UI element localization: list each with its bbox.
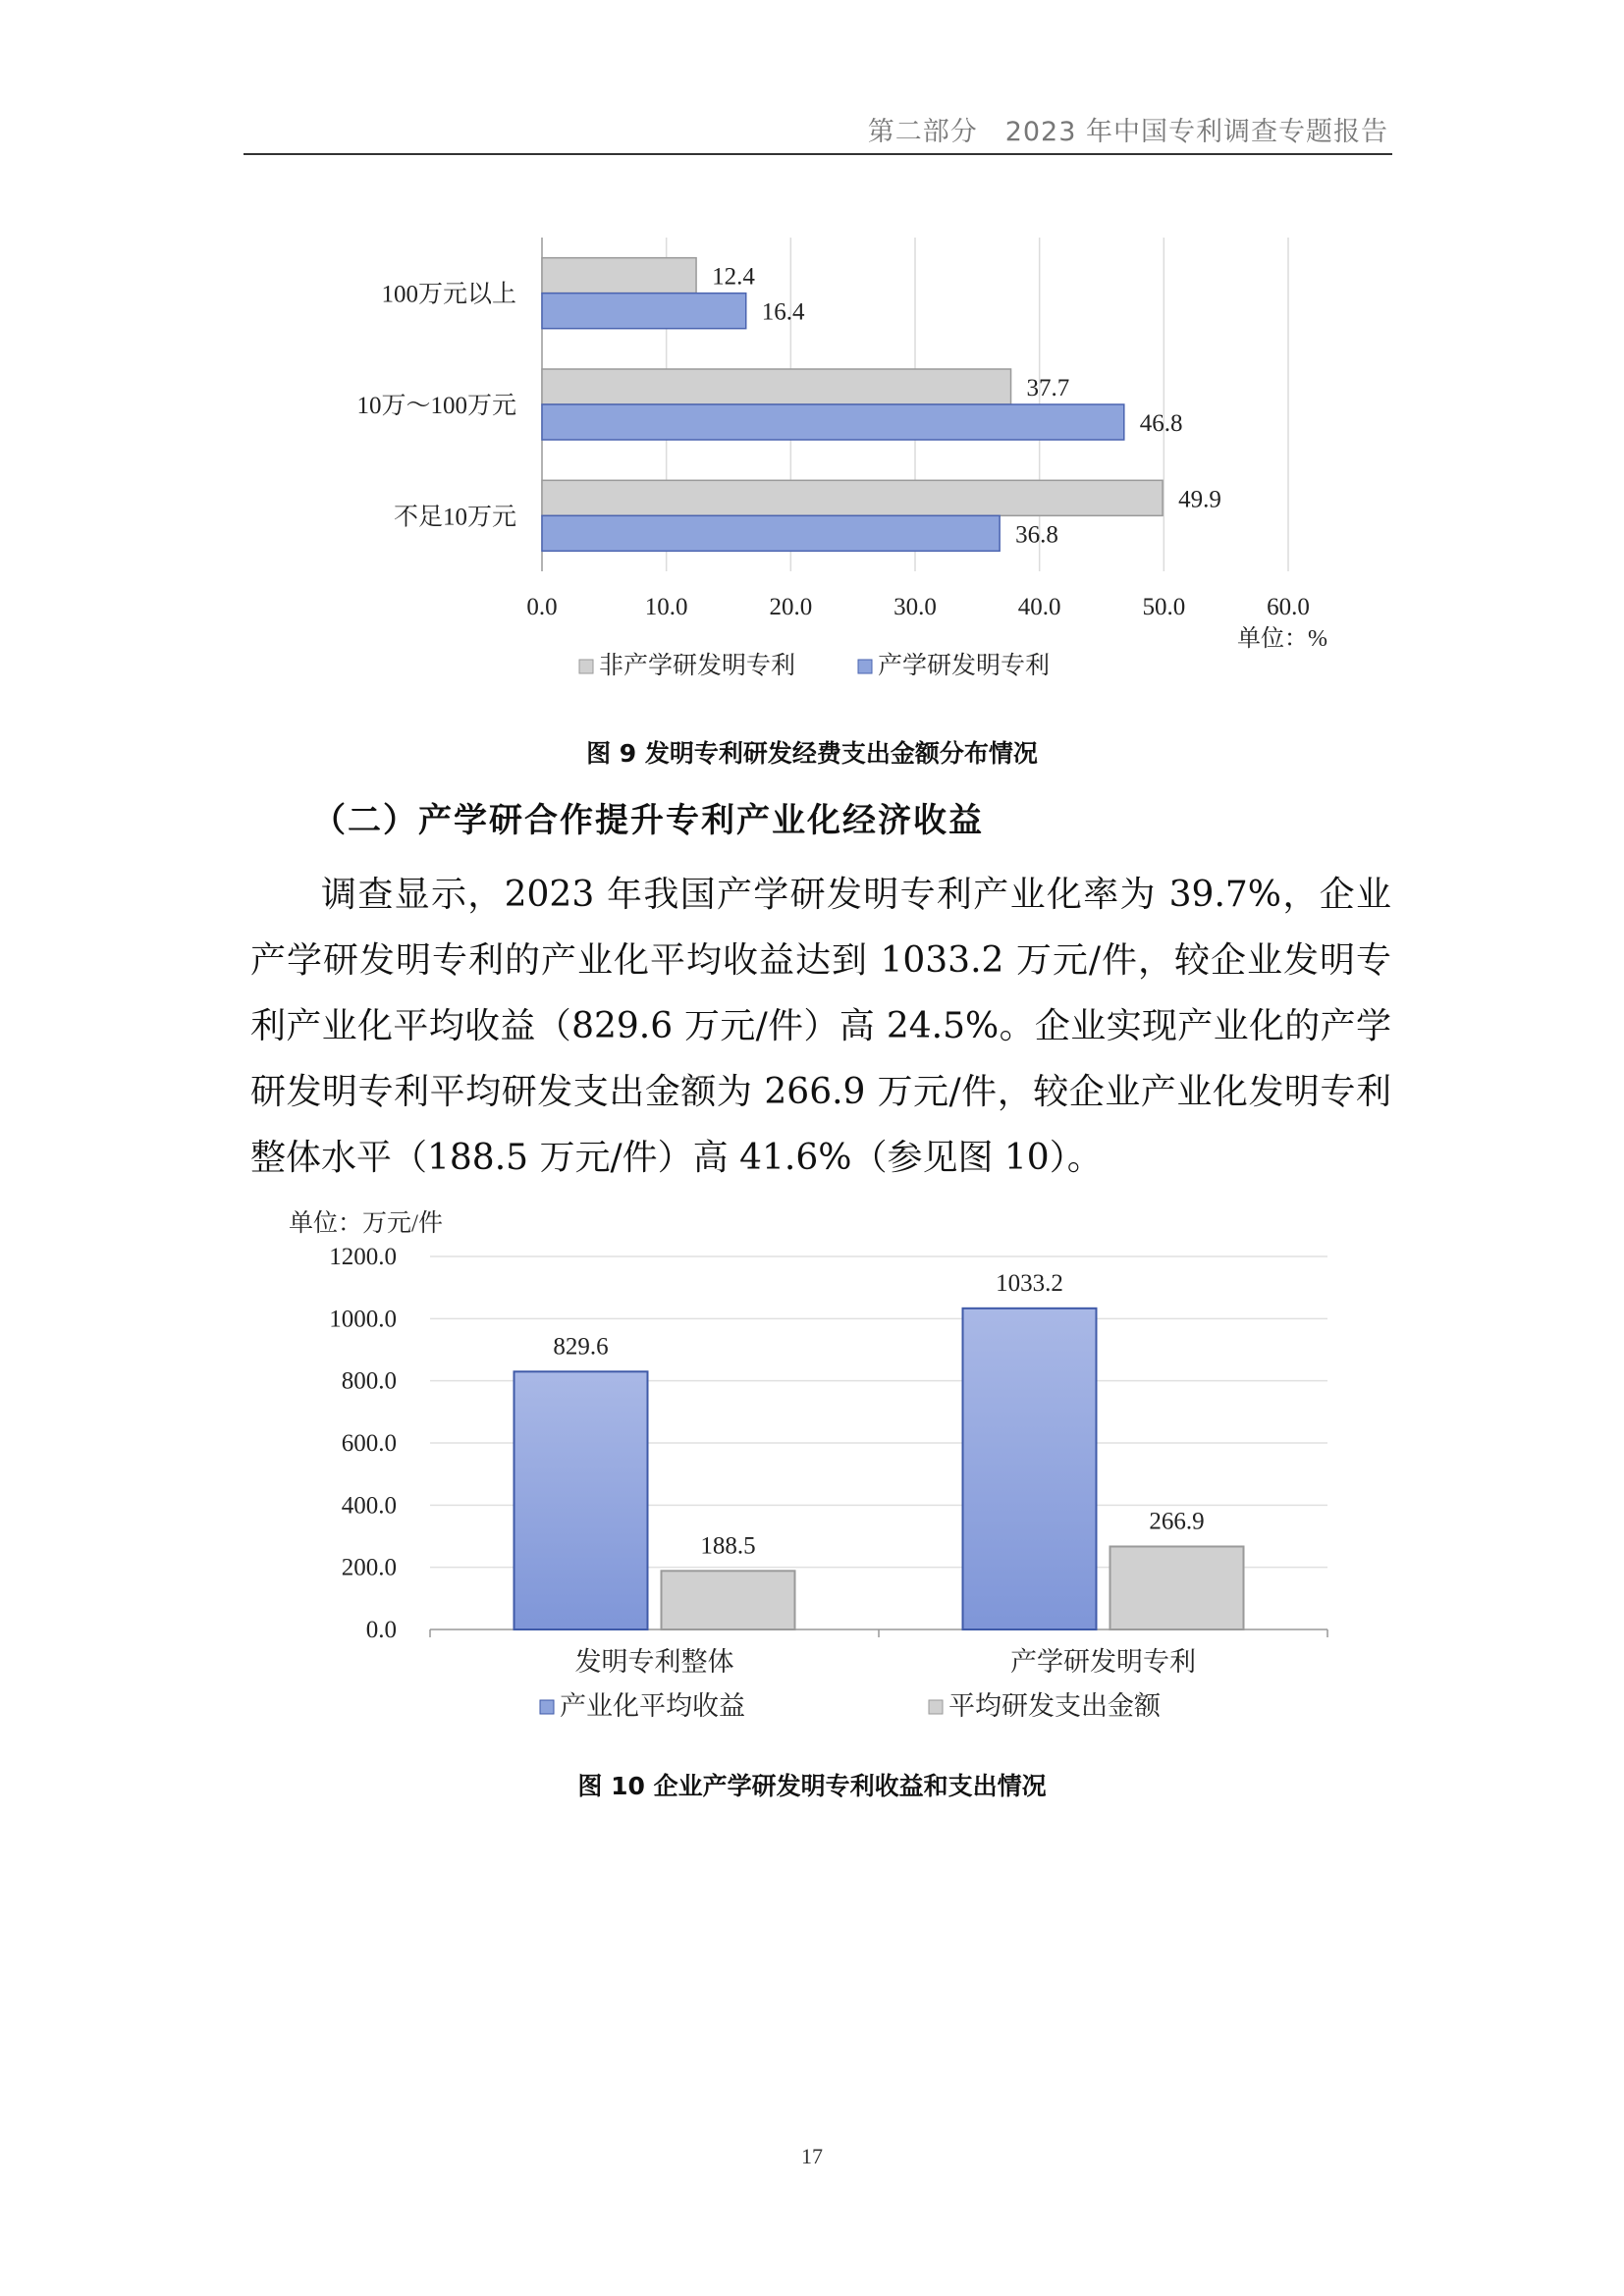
bar <box>1110 1546 1244 1629</box>
y-tick-label: 1200.0 <box>329 1244 397 1270</box>
legend-swatch <box>579 660 593 673</box>
figure10-unit: 单位：万元/件 <box>289 1210 443 1237</box>
section-heading: （二）产学研合作提升专利产业化经济收益 <box>312 801 984 840</box>
figure10-caption: 图 10 企业产学研发明专利收益和支出情况 <box>577 1772 1047 1800</box>
data-label: 37.7 <box>1026 375 1070 401</box>
y-tick-label: 1000.0 <box>329 1306 397 1333</box>
data-label: 36.8 <box>1015 521 1058 549</box>
y-tick-label: 600.0 <box>341 1430 397 1457</box>
legend-swatch <box>929 1700 943 1714</box>
legend-label: 非产学研发明专利 <box>599 653 796 679</box>
data-label: 188.5 <box>700 1532 756 1560</box>
bar <box>542 369 1011 404</box>
bar <box>662 1571 795 1629</box>
legend-label: 产业化平均收益 <box>560 1691 745 1721</box>
data-label: 266.9 <box>1149 1508 1205 1535</box>
category-label: 产学研发明专利 <box>1010 1647 1196 1677</box>
category-label: 100万元以上 <box>381 281 516 308</box>
bar <box>514 1371 648 1629</box>
page-header <box>244 106 1392 155</box>
category-label: 不足10万元 <box>393 504 516 531</box>
category-label: 10万～100万元 <box>356 393 516 419</box>
data-label: 49.9 <box>1178 486 1221 513</box>
legend-label: 产学研发明专利 <box>878 653 1051 679</box>
bar <box>542 294 746 329</box>
x-tick-label: 20.0 <box>769 594 813 620</box>
body-paragraph: 调查显示，2023 年我国产学研发明专利产业化率为 39.7%，企业产学研发明专利的产业化平均收益达到 1033.2 万元/件，较企业发明专利产业化平均收益（829.6 万元/件）高 24.5%。企业实现产业化的产学研发明专利平均研发支出金额为 266.9 万元/件，较企业产业化发明专利整体水平（188.5 万元/件）高 41.6%（参见图 10）。 <box>250 875 1391 1178</box>
bar <box>542 404 1124 440</box>
bar <box>542 258 696 294</box>
data-label: 16.4 <box>761 298 805 326</box>
legend-swatch <box>540 1700 554 1714</box>
figure10-chart <box>275 1198 1355 1747</box>
y-tick-label: 0.0 <box>365 1617 397 1643</box>
y-tick-label: 400.0 <box>341 1492 397 1520</box>
header-title: 第二部分 2023 年中国专利调查专题报告 <box>867 117 1388 147</box>
page-number: 17 <box>801 2144 823 2168</box>
x-tick-label: 60.0 <box>1267 594 1310 620</box>
x-tick-label: 0.0 <box>526 594 558 620</box>
legend-label: 平均研发支出金额 <box>948 1691 1161 1721</box>
x-tick-label: 10.0 <box>644 594 688 620</box>
y-tick-label: 800.0 <box>341 1367 397 1395</box>
y-tick-label: 200.0 <box>341 1554 397 1581</box>
data-label: 12.4 <box>712 263 755 291</box>
bar <box>542 515 1000 551</box>
x-tick-label: 50.0 <box>1142 594 1186 620</box>
figure9-unit: 单位：% <box>1237 626 1327 652</box>
data-label: 46.8 <box>1139 410 1183 437</box>
data-label: 829.6 <box>553 1333 609 1361</box>
x-tick-label: 30.0 <box>893 594 937 620</box>
figure9-caption: 图 9 发明专利研发经费支出金额分布情况 <box>586 739 1038 768</box>
legend-swatch <box>858 660 872 673</box>
bar <box>542 480 1163 515</box>
category-label: 发明专利整体 <box>574 1647 734 1677</box>
bar <box>963 1308 1097 1629</box>
figure9-chart <box>295 206 1375 697</box>
data-label: 1033.2 <box>996 1269 1063 1297</box>
x-tick-label: 40.0 <box>1017 594 1061 620</box>
